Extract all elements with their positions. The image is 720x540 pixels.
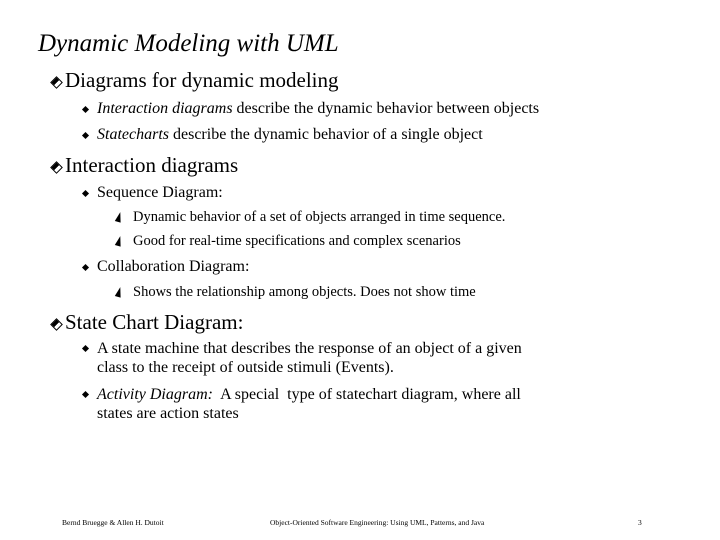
small-diamond-bullet-icon xyxy=(82,125,88,145)
sub-bullet-text: Sequence Diagram: xyxy=(97,184,223,201)
small-diamond-bullet-icon xyxy=(82,385,88,404)
description: describe the dynamic behavior between objects xyxy=(232,100,540,117)
term-statecharts: Statecharts xyxy=(97,126,169,143)
term-interaction-diagrams: Interaction diagrams xyxy=(97,100,233,117)
description: describe the dynamic behavior of a single object xyxy=(169,126,483,143)
line-2: class to the receipt of outside stimuli (Events). xyxy=(97,359,394,376)
diamond-bullet-icon xyxy=(50,68,64,93)
small-diamond-bullet-icon xyxy=(82,183,88,203)
bullet-text: Diagrams for dynamic modeling xyxy=(65,68,339,92)
bullet-text: State Chart Diagram: xyxy=(65,310,244,334)
footer-page-number: 3 xyxy=(638,518,642,527)
line-2: states are action states xyxy=(97,405,239,422)
line-1-rest: A special type of statechart diagram, where all xyxy=(212,386,521,403)
diamond-bullet-icon xyxy=(50,153,64,178)
pointer-bullet-icon xyxy=(116,283,122,302)
slide-title: Dynamic Modeling with UML xyxy=(38,30,339,57)
sub-sub-bullet-text: Shows the relationship among objects. Does not show time xyxy=(133,284,476,300)
sub-bullet-text: Collaboration Diagram: xyxy=(97,258,250,275)
footer-authors: Bernd Bruegge & Allen H. Dutoit xyxy=(62,518,164,527)
small-diamond-bullet-icon xyxy=(82,257,88,277)
diamond-bullet-icon xyxy=(50,310,64,335)
bullet-text: Interaction diagrams xyxy=(65,153,239,177)
small-diamond-bullet-icon xyxy=(82,99,88,119)
pointer-bullet-icon xyxy=(116,208,122,227)
footer-book-title: Object-Oriented Software Engineering: Using UML, Patterns, and Java xyxy=(270,518,485,527)
sub-sub-bullet-text: Good for real-time specifications and complex scenarios xyxy=(133,233,461,249)
line-1: A state machine that describes the response of an object of a given xyxy=(97,340,522,357)
term-activity-diagram: Activity Diagram: xyxy=(97,386,213,403)
pointer-bullet-icon xyxy=(116,232,122,251)
sub-sub-bullet-text: Dynamic behavior of a set of objects arranged in time sequence. xyxy=(133,209,506,225)
small-diamond-bullet-icon xyxy=(82,339,88,358)
